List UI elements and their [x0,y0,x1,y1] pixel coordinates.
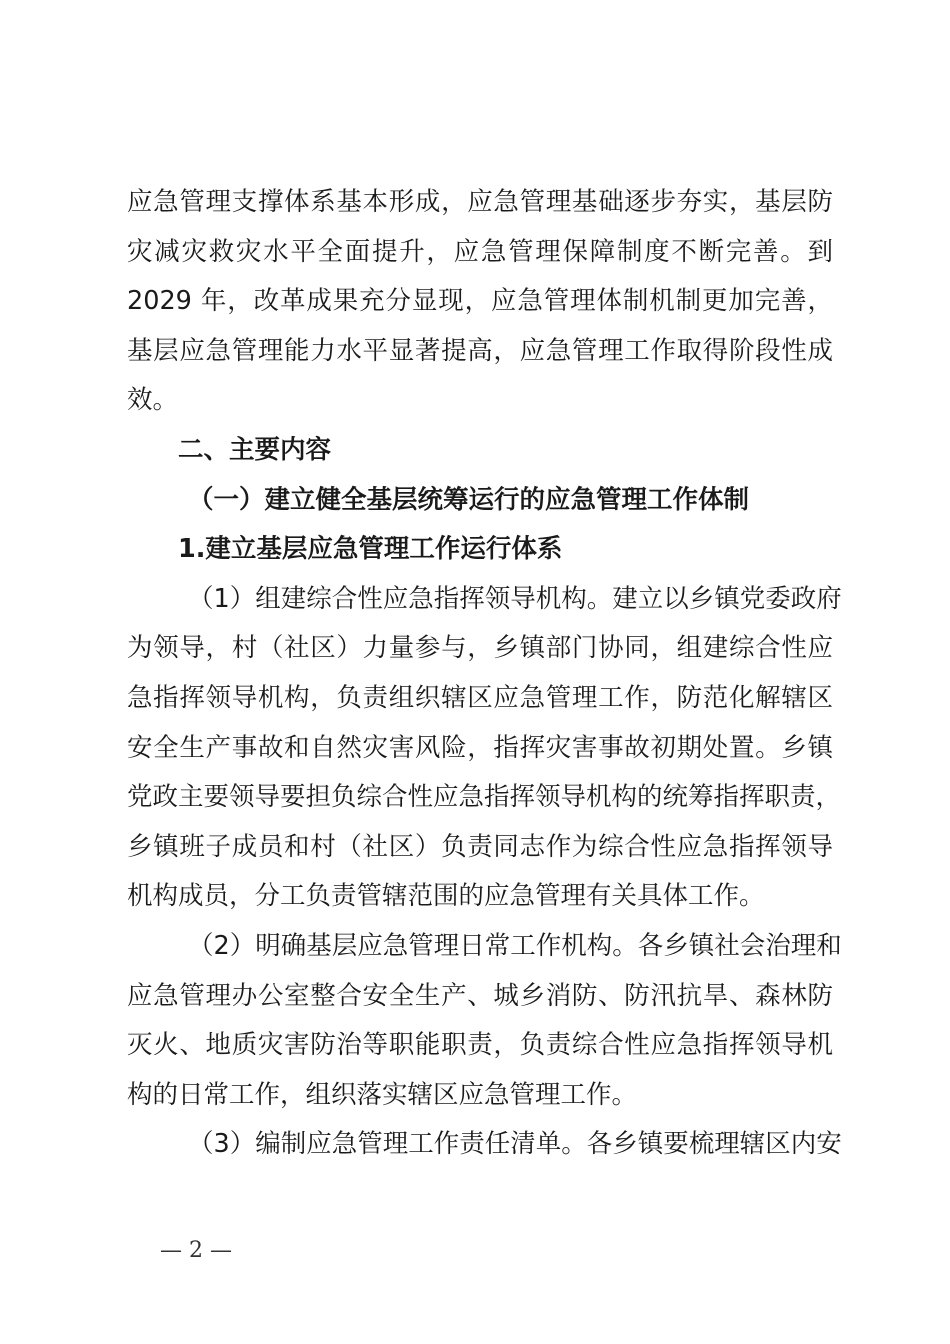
text-line: （1）组建综合性应急指挥领导机构。建立以乡镇党委政府 [188,583,842,614]
section-heading: 二、主要内容 [178,434,332,465]
text-line: 构的日常工作，组织落实辖区应急管理工作。 [127,1079,638,1110]
text-line: 2029 年，改革成果充分显现，应急管理体制机制更加完善， [127,286,833,317]
item-heading: 1.建立基层应急管理工作运行体系 [178,534,563,565]
text-line: 应急管理办公室整合安全生产、城乡消防、防汛抗旱、森林防 [127,980,833,1011]
text-line: 基层应急管理能力水平显著提高，应急管理工作取得阶段性成 [127,335,833,366]
text-line: 乡镇班子成员和村（社区）负责同志作为综合性应急指挥领导 [127,831,833,862]
text-line: 灾减灾救灾水平全面提升，应急管理保障制度不断完善。到 [127,236,833,267]
text-line: 急指挥领导机构，负责组织辖区应急管理工作，防范化解辖区 [127,682,833,713]
subsection-heading: （一）建立健全基层统筹运行的应急管理工作体制 [188,484,750,515]
text-line: （2）明确基层应急管理日常工作机构。各乡镇社会治理和 [188,930,842,961]
text-line: 党政主要领导要担负综合性应急指挥领导机构的统筹指挥职责， [127,782,842,813]
text-line: 灭火、地质灾害防治等职能职责，负责综合性应急指挥领导机 [127,1030,833,1061]
page-number: — 2 — [160,1238,232,1263]
text-line: （3）编制应急管理工作责任清单。各乡镇要梳理辖区内安 [188,1129,842,1160]
text-line: 为领导，村（社区）力量参与，乡镇部门协同，组建综合性应 [127,633,833,664]
text-line: 机构成员，分工负责管辖范围的应急管理有关具体工作。 [127,881,765,912]
text-line: 应急管理支撑体系基本形成，应急管理基础逐步夯实，基层防 [127,187,833,217]
text-line: 安全生产事故和自然灾害风险，指挥灾害事故初期处置。乡镇 [127,732,833,763]
body-text [127,178,842,1170]
text-line: 效。 [127,385,179,416]
